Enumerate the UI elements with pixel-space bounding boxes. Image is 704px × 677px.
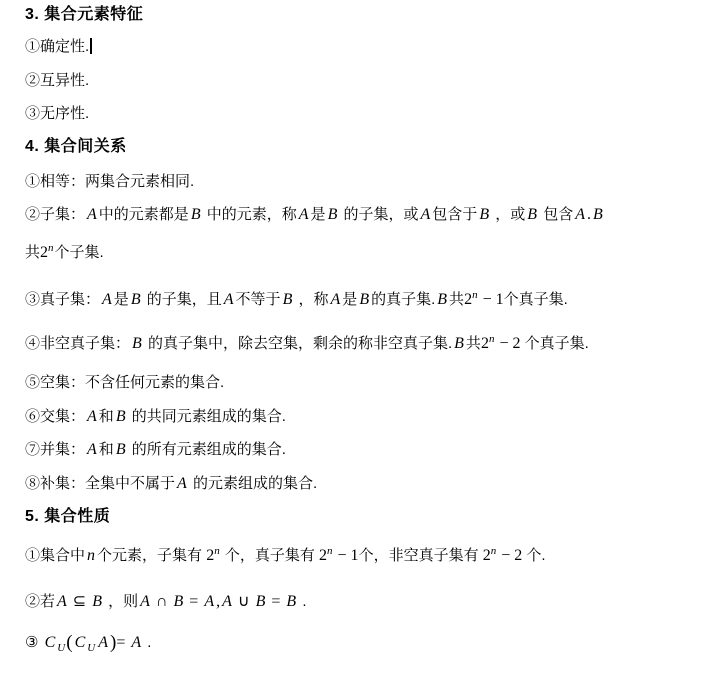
math-run: B (479, 206, 490, 223)
math-run: 2 (480, 335, 489, 352)
item-equality (25, 172, 194, 192)
math-run: B (92, 593, 102, 610)
math-run: B (130, 291, 141, 308)
text-run: 5. 集合性质 (25, 508, 111, 525)
text-run: ④非空真子集： (25, 335, 131, 352)
math-run: A (204, 593, 215, 610)
text-run: 包含 (539, 206, 574, 223)
text-run: 个，非空真子集有 (358, 547, 483, 564)
text-run: ，称 (294, 291, 329, 308)
math-run: n (214, 545, 220, 557)
math-run: , (216, 593, 221, 610)
math-run: B (255, 593, 266, 610)
math-run: A (131, 634, 142, 651)
item-subset-operations (25, 592, 307, 612)
math-run: B (132, 335, 142, 352)
math-run: n (48, 242, 54, 254)
math-run: A (223, 291, 234, 308)
text-run: ，或 (491, 206, 526, 223)
math-run: U (87, 642, 96, 654)
text-run: ，则 (103, 593, 139, 610)
math-run: 2 (319, 547, 328, 564)
text-run: 的元素组成的集合. (188, 475, 318, 492)
text-run: 共 (25, 244, 41, 261)
item-proper-subset (25, 290, 568, 311)
text-run: 中的元素都是 (98, 206, 189, 223)
math-run: A (177, 475, 187, 492)
text-run: ①集合中 (25, 547, 86, 564)
item-unorderedness (25, 104, 89, 124)
item-complement (25, 474, 317, 494)
math-run: ( (66, 632, 73, 653)
math-run: B (115, 441, 126, 458)
math-run: A (98, 634, 108, 651)
text-run: 和 (98, 408, 114, 425)
text-run: 是 (342, 291, 358, 308)
text-run: ③无序性. (25, 105, 90, 122)
math-run: ⊆ (68, 593, 91, 610)
text-run: ⑦并集： (25, 441, 86, 458)
text-run: ①确定性. (25, 38, 90, 55)
math-run: A (140, 593, 150, 610)
text-run: 的子集，或 (339, 206, 419, 223)
math-run: B (173, 593, 184, 610)
text-run: 的子集，且 (142, 291, 222, 308)
math-run: 2 (40, 244, 49, 261)
text-run: 是 (310, 206, 326, 223)
text-run: 的真子集. (371, 291, 436, 308)
math-run: C (44, 634, 56, 651)
text-run: . (298, 593, 307, 610)
math-run: A (298, 206, 309, 223)
math-run: = (267, 593, 285, 610)
text-run: ⑥交集： (25, 408, 86, 425)
math-run: n (327, 545, 333, 557)
text-run: 个真子集. (520, 335, 589, 352)
text-run: . (143, 634, 152, 651)
math-run: U (57, 642, 66, 654)
math-run: n (488, 333, 495, 345)
math-run: A (57, 593, 67, 610)
item-double-complement (25, 632, 151, 654)
item-subset-line2 (25, 243, 104, 264)
text-run: 是 (113, 291, 129, 308)
math-run: B (115, 408, 126, 425)
math-run: A (87, 206, 97, 223)
text-run: ②子集： (25, 206, 86, 223)
math-run: − 1 (478, 291, 504, 308)
text-run: 和 (98, 441, 114, 458)
math-run: ∪ (233, 593, 254, 610)
text-run: 包含于 (432, 206, 478, 223)
text-run: ①相等：两集合元素相同. (25, 173, 195, 190)
text-run: 共 (449, 291, 465, 308)
math-run: n (87, 547, 96, 564)
math-run: A (102, 291, 112, 308)
math-run: A (420, 206, 431, 223)
math-run: 2 (482, 547, 491, 564)
item-empty-set (25, 373, 224, 393)
text-run: 的共同元素组成的集合. (127, 408, 286, 425)
text-run: ⑤空集：不含任何元素的集合. (25, 374, 225, 391)
math-run: = (185, 593, 203, 610)
text-run: 个，真子集有 (220, 547, 320, 564)
heading-set-relations (25, 137, 127, 157)
math-run: B (454, 335, 464, 352)
text-run: 个子集. (54, 244, 104, 261)
math-run: − 2 (495, 335, 521, 352)
math-run: . (587, 206, 591, 223)
math-run: B (527, 206, 538, 223)
item-intersection (25, 407, 286, 427)
math-run: A (87, 408, 97, 425)
math-run: A (575, 206, 585, 223)
text-run: 中的元素，称 (202, 206, 297, 223)
text-run: 不等于 (235, 291, 281, 308)
text-run: 个真子集. (503, 291, 568, 308)
heading-set-properties (25, 507, 110, 527)
item-definiteness (25, 37, 92, 57)
math-run: n (472, 289, 478, 301)
item-distinctness (25, 71, 89, 91)
math-run: B (327, 206, 338, 223)
math-run: B (282, 291, 293, 308)
math-run: B (286, 593, 297, 610)
math-run: ∩ (151, 593, 172, 610)
math-run: A (222, 593, 232, 610)
text-run: 个. (522, 547, 546, 564)
math-run: B (593, 206, 603, 223)
text-run: ②互异性. (25, 72, 90, 89)
math-run: ) (109, 632, 117, 653)
item-subset-counts (25, 546, 546, 567)
item-subset-line1 (25, 205, 605, 225)
math-run: C (74, 634, 86, 651)
math-run: n (490, 545, 497, 557)
item-union (25, 440, 286, 460)
math-run: B (359, 291, 370, 308)
text-run: 的真子集中，除去空集，剩余的称非空真子集. (143, 335, 453, 352)
text-run: 个元素，子集有 (97, 547, 207, 564)
text-run: ③ (25, 634, 43, 651)
math-run: A (87, 441, 97, 458)
math-run: 2 (206, 547, 215, 564)
text-run: 4. 集合间关系 (25, 138, 127, 155)
heading-set-element-features (25, 5, 143, 25)
item-nonempty-proper-subset (25, 334, 589, 355)
text-run: ②若 (25, 593, 56, 610)
math-run: B (190, 206, 201, 223)
text-run: ③真子集： (25, 291, 101, 308)
text-cursor (90, 38, 92, 54)
math-run: − 2 (497, 547, 523, 564)
math-run: = (116, 634, 130, 651)
math-run: B (437, 291, 448, 308)
math-run: − 1 (333, 547, 359, 564)
text-run: ⑧补集：全集中不属于 (25, 475, 176, 492)
text-run: 3. 集合元素特征 (25, 6, 144, 23)
math-run: A (330, 291, 341, 308)
text-run: 共 (465, 335, 481, 352)
math-run: 2 (464, 291, 473, 308)
text-run: 的所有元素组成的集合. (127, 441, 286, 458)
